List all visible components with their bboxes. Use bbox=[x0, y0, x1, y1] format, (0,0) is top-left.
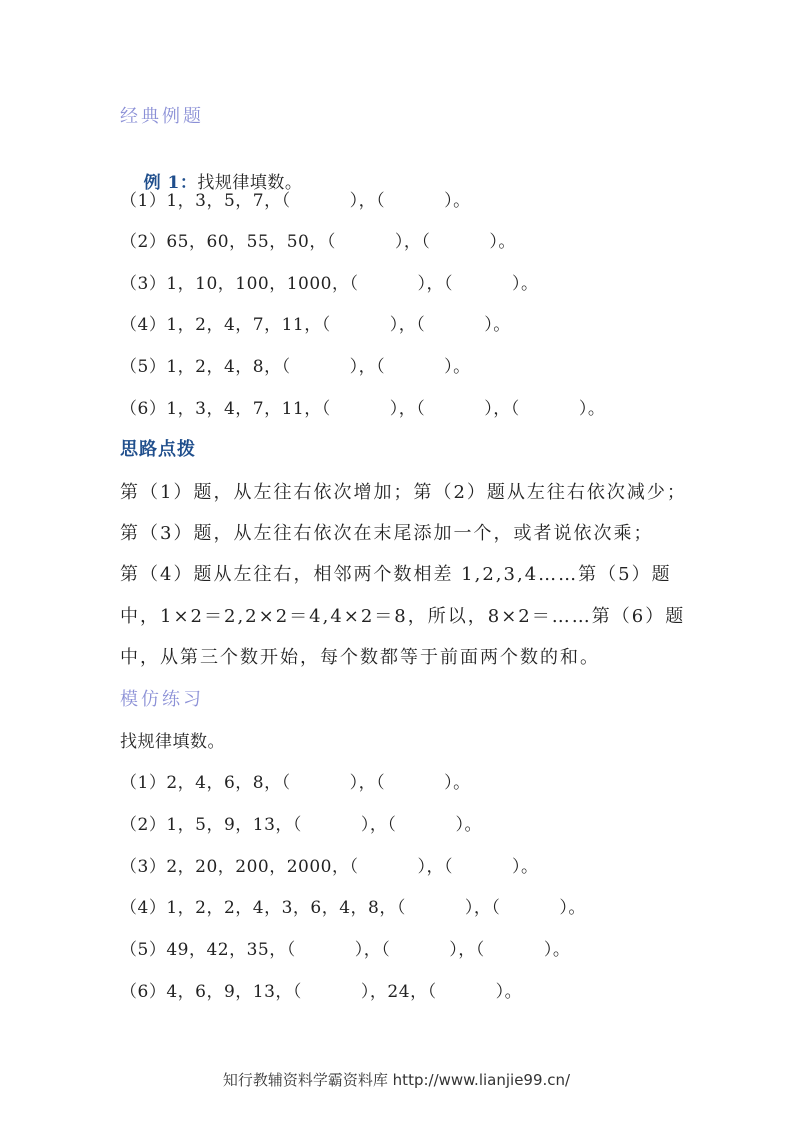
hint-line-5: 中，从第三个数开始，每个数都等于前面两个数的和。 bbox=[120, 647, 600, 668]
example-item-3: （3）1，10，100，1000，（ ），（ ）。 bbox=[120, 274, 539, 294]
example-item-6: （6）1，3，4，7，11，（ ），（ ），（ ）。 bbox=[120, 399, 606, 419]
hint-line-4: 中，1×2＝2,2×2＝4,4×2＝8，所以，8×2＝……第（6）题 bbox=[120, 606, 686, 627]
example-item-4: （4）1，2，4，7，11，（ ），（ ）。 bbox=[120, 315, 511, 335]
hint-line-2: 第（3）题，从左往右依次在末尾添加一个，或者说依次乘； bbox=[120, 523, 654, 544]
example-item-1: （1）1，3，5，7，（ ），（ ）。 bbox=[120, 191, 471, 211]
section-title-practice: 模仿练习 bbox=[120, 689, 204, 710]
example-instruction: 找规律填数。 bbox=[197, 173, 303, 193]
practice-item-3: （3）2，20，200，2000，（ ），（ ）。 bbox=[120, 857, 539, 877]
hint-line-1: 第（1）题，从左往右依次增加；第（2）题从左往右依次减少； bbox=[120, 482, 687, 503]
practice-item-6: （6）4，6，9，13，（ ），24，（ ）。 bbox=[120, 982, 523, 1002]
practice-item-2: （2）1，5，9，13，（ ），（ ）。 bbox=[120, 815, 482, 835]
hint-line-3: 第（4）题从左往右，相邻两个数相差 1,2,3,4……第（5）题 bbox=[120, 564, 672, 585]
practice-item-4: （4）1，2，2，4，3，6，4，8，（ ），（ ）。 bbox=[120, 898, 586, 918]
section-title-examples: 经典例题 bbox=[120, 106, 204, 127]
footer-watermark: 知行教辅资料学霸资料库 http://www.lianjie99.cn/ bbox=[222, 1071, 571, 1089]
example-item-5: （5）1，2，4，8，（ ），（ ）。 bbox=[120, 357, 471, 377]
practice-item-5: （5）49，42，35，（ ），（ ），（ ）。 bbox=[120, 940, 571, 960]
example-item-2: （2）65，60，55，50，（ ），（ ）。 bbox=[120, 232, 516, 252]
example-label: 例 1： bbox=[143, 173, 198, 193]
practice-item-1: （1）2，4，6，8，（ ），（ ）。 bbox=[120, 773, 471, 793]
hint-title: 思路点拨 bbox=[120, 439, 196, 460]
practice-instruction: 找规律填数。 bbox=[120, 732, 225, 752]
